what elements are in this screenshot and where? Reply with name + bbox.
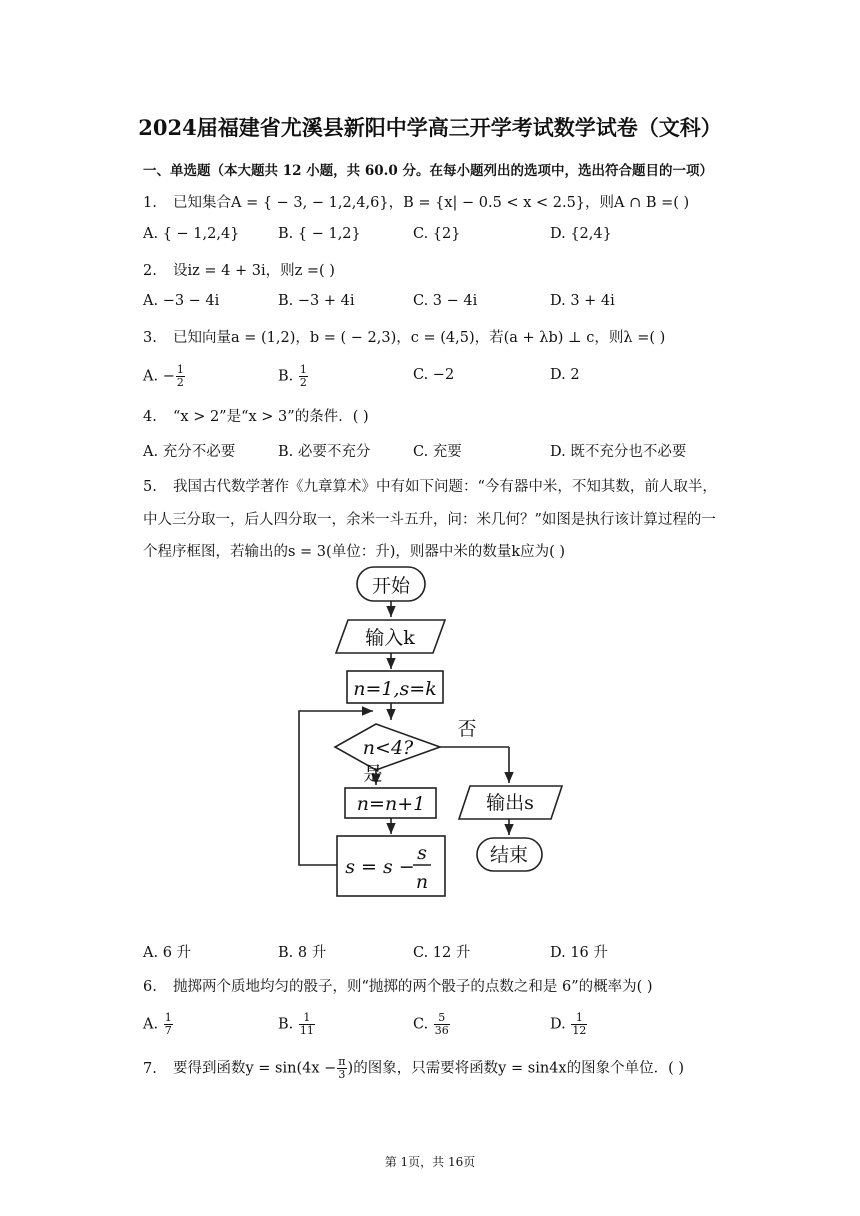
- question-5-line-3: 个程序框图，若输出的s = 3(单位：升)，则器中米的数量k应为( ): [143, 544, 566, 560]
- q6-option-d: D. $\frac{1}{12}$: [550, 1011, 587, 1037]
- fraction: $\frac{1}{11}$: [299, 1011, 314, 1037]
- q1-option-d: D. {2,4}: [550, 226, 612, 242]
- question-text: 已知集合A = { − 3, − 1,2,4,6}，B = {x| − 0.5 < x < 2.5}，则A ∩ B =( ): [173, 195, 690, 211]
- q1-option-a: A. { − 1,2,4}: [143, 226, 240, 242]
- question-5: [143, 475, 717, 496]
- q1-option-c: C. {2}: [413, 226, 461, 242]
- question-number: 3.: [143, 330, 157, 346]
- question-text: 设iz = 4 + 3i，则z =( ): [173, 263, 335, 279]
- output-label: 输出s: [486, 792, 534, 814]
- q4-option-a: A. 充分不必要: [143, 444, 236, 460]
- yes-label: 是: [363, 763, 383, 785]
- q5-option-a: A. 6 升: [143, 945, 192, 961]
- fraction: $\frac{1}{7}$: [164, 1011, 172, 1037]
- no-label: 否: [457, 718, 477, 740]
- fraction: $\frac{1}{2}$: [176, 363, 184, 389]
- page-title: 2024届福建省尤溪县新阳中学高三开学考试数学试卷（文科）: [138, 115, 722, 140]
- question-5-line-2: 中人三分取一，后人四分取一，余米一斗五升，问：米几何？”如图是执行该计算过程的一: [143, 512, 716, 528]
- start-label: 开始: [371, 575, 411, 597]
- question-number: 7.: [143, 1060, 157, 1077]
- question-text: “x > 2”是“x > 3”的条件．( ): [173, 409, 369, 425]
- q6-option-b: B. $\frac{1}{11}$: [278, 1011, 314, 1037]
- question-number: 2.: [143, 263, 157, 279]
- fraction: $\frac{\pi}{3}$: [338, 1055, 346, 1081]
- q3-option-a: A. − $\frac{1}{2}$: [143, 363, 184, 389]
- q2-option-c: C. 3 − 4i: [413, 293, 478, 309]
- fraction: $\frac{1}{12}$: [572, 1011, 587, 1037]
- question-text-a: 要得到函数y = sin(4x −: [173, 1060, 337, 1077]
- question-4: [143, 405, 369, 426]
- q6-option-c: C. $\frac{5}{36}$: [413, 1011, 449, 1037]
- end-label: 结束: [489, 844, 529, 866]
- update-lhs: s = s −: [345, 856, 415, 878]
- q3-option-c: C. −2: [413, 367, 455, 383]
- question-number: 1.: [143, 195, 157, 211]
- fraction: $\frac{5}{36}$: [434, 1011, 449, 1037]
- condition-label: n<4?: [362, 737, 414, 759]
- question-text-b: )的图象，只需要将函数y = sin4x的图象个单位．( ): [347, 1060, 684, 1077]
- flowchart: [0, 565, 860, 905]
- q4-option-b: B. 必要不充分: [278, 444, 371, 460]
- q3-option-b: B. $\frac{1}{2}$: [278, 363, 307, 389]
- fraction: $\frac{1}{2}$: [299, 363, 307, 389]
- q2-option-b: B. −3 + 4i: [278, 293, 355, 309]
- question-number: 6.: [143, 979, 157, 995]
- question-3: [143, 326, 665, 347]
- q5-option-c: C. 12 升: [413, 945, 471, 961]
- q2-option-a: A. −3 − 4i: [143, 293, 220, 309]
- question-number: 4.: [143, 409, 157, 425]
- q5-option-b: B. 8 升: [278, 945, 327, 961]
- page-footer: 第 1页，共 16页: [384, 1155, 476, 1169]
- update-den: n: [415, 871, 429, 893]
- question-6: [143, 975, 653, 996]
- init-label: n=1,s=k: [353, 678, 437, 700]
- q5-option-d: D. 16 升: [550, 945, 608, 961]
- q3-option-d: D. 2: [550, 367, 580, 383]
- question-text: 抛掷两个质地均匀的骰子，则“抛掷的两个骰子的点数之和是 6”的概率为( ): [173, 979, 653, 995]
- q4-option-c: C. 充要: [413, 444, 462, 460]
- update-num: s: [417, 842, 427, 864]
- q2-option-d: D. 3 + 4i: [550, 293, 615, 309]
- question-text: 已知向量a = (1,2)，b = ( − 2,3)，c = (4,5)，若(a + λb) ⊥ c，则λ =( ): [173, 330, 666, 346]
- q1-option-b: B. { − 1,2}: [278, 226, 361, 242]
- q4-option-d: D. 既不充分也不必要: [550, 444, 687, 460]
- q6-option-a: A. $\frac{1}{7}$: [143, 1011, 172, 1037]
- question-text-line-1: 我国古代数学著作《九章算术》中有如下问题：“今有器中米，不知其数，前人取半，: [173, 479, 717, 495]
- section-heading: 一、单选题（本大题共 12 小题，共 60.0 分。在每小题列出的选项中，选出符合题目的一项）: [143, 163, 713, 179]
- increment-label: n=n+1: [356, 793, 426, 815]
- input-label: 输入k: [365, 627, 415, 649]
- question-2: [143, 259, 335, 280]
- question-7: [143, 1056, 684, 1081]
- question-number: 5.: [143, 479, 157, 495]
- question-1: [143, 191, 689, 212]
